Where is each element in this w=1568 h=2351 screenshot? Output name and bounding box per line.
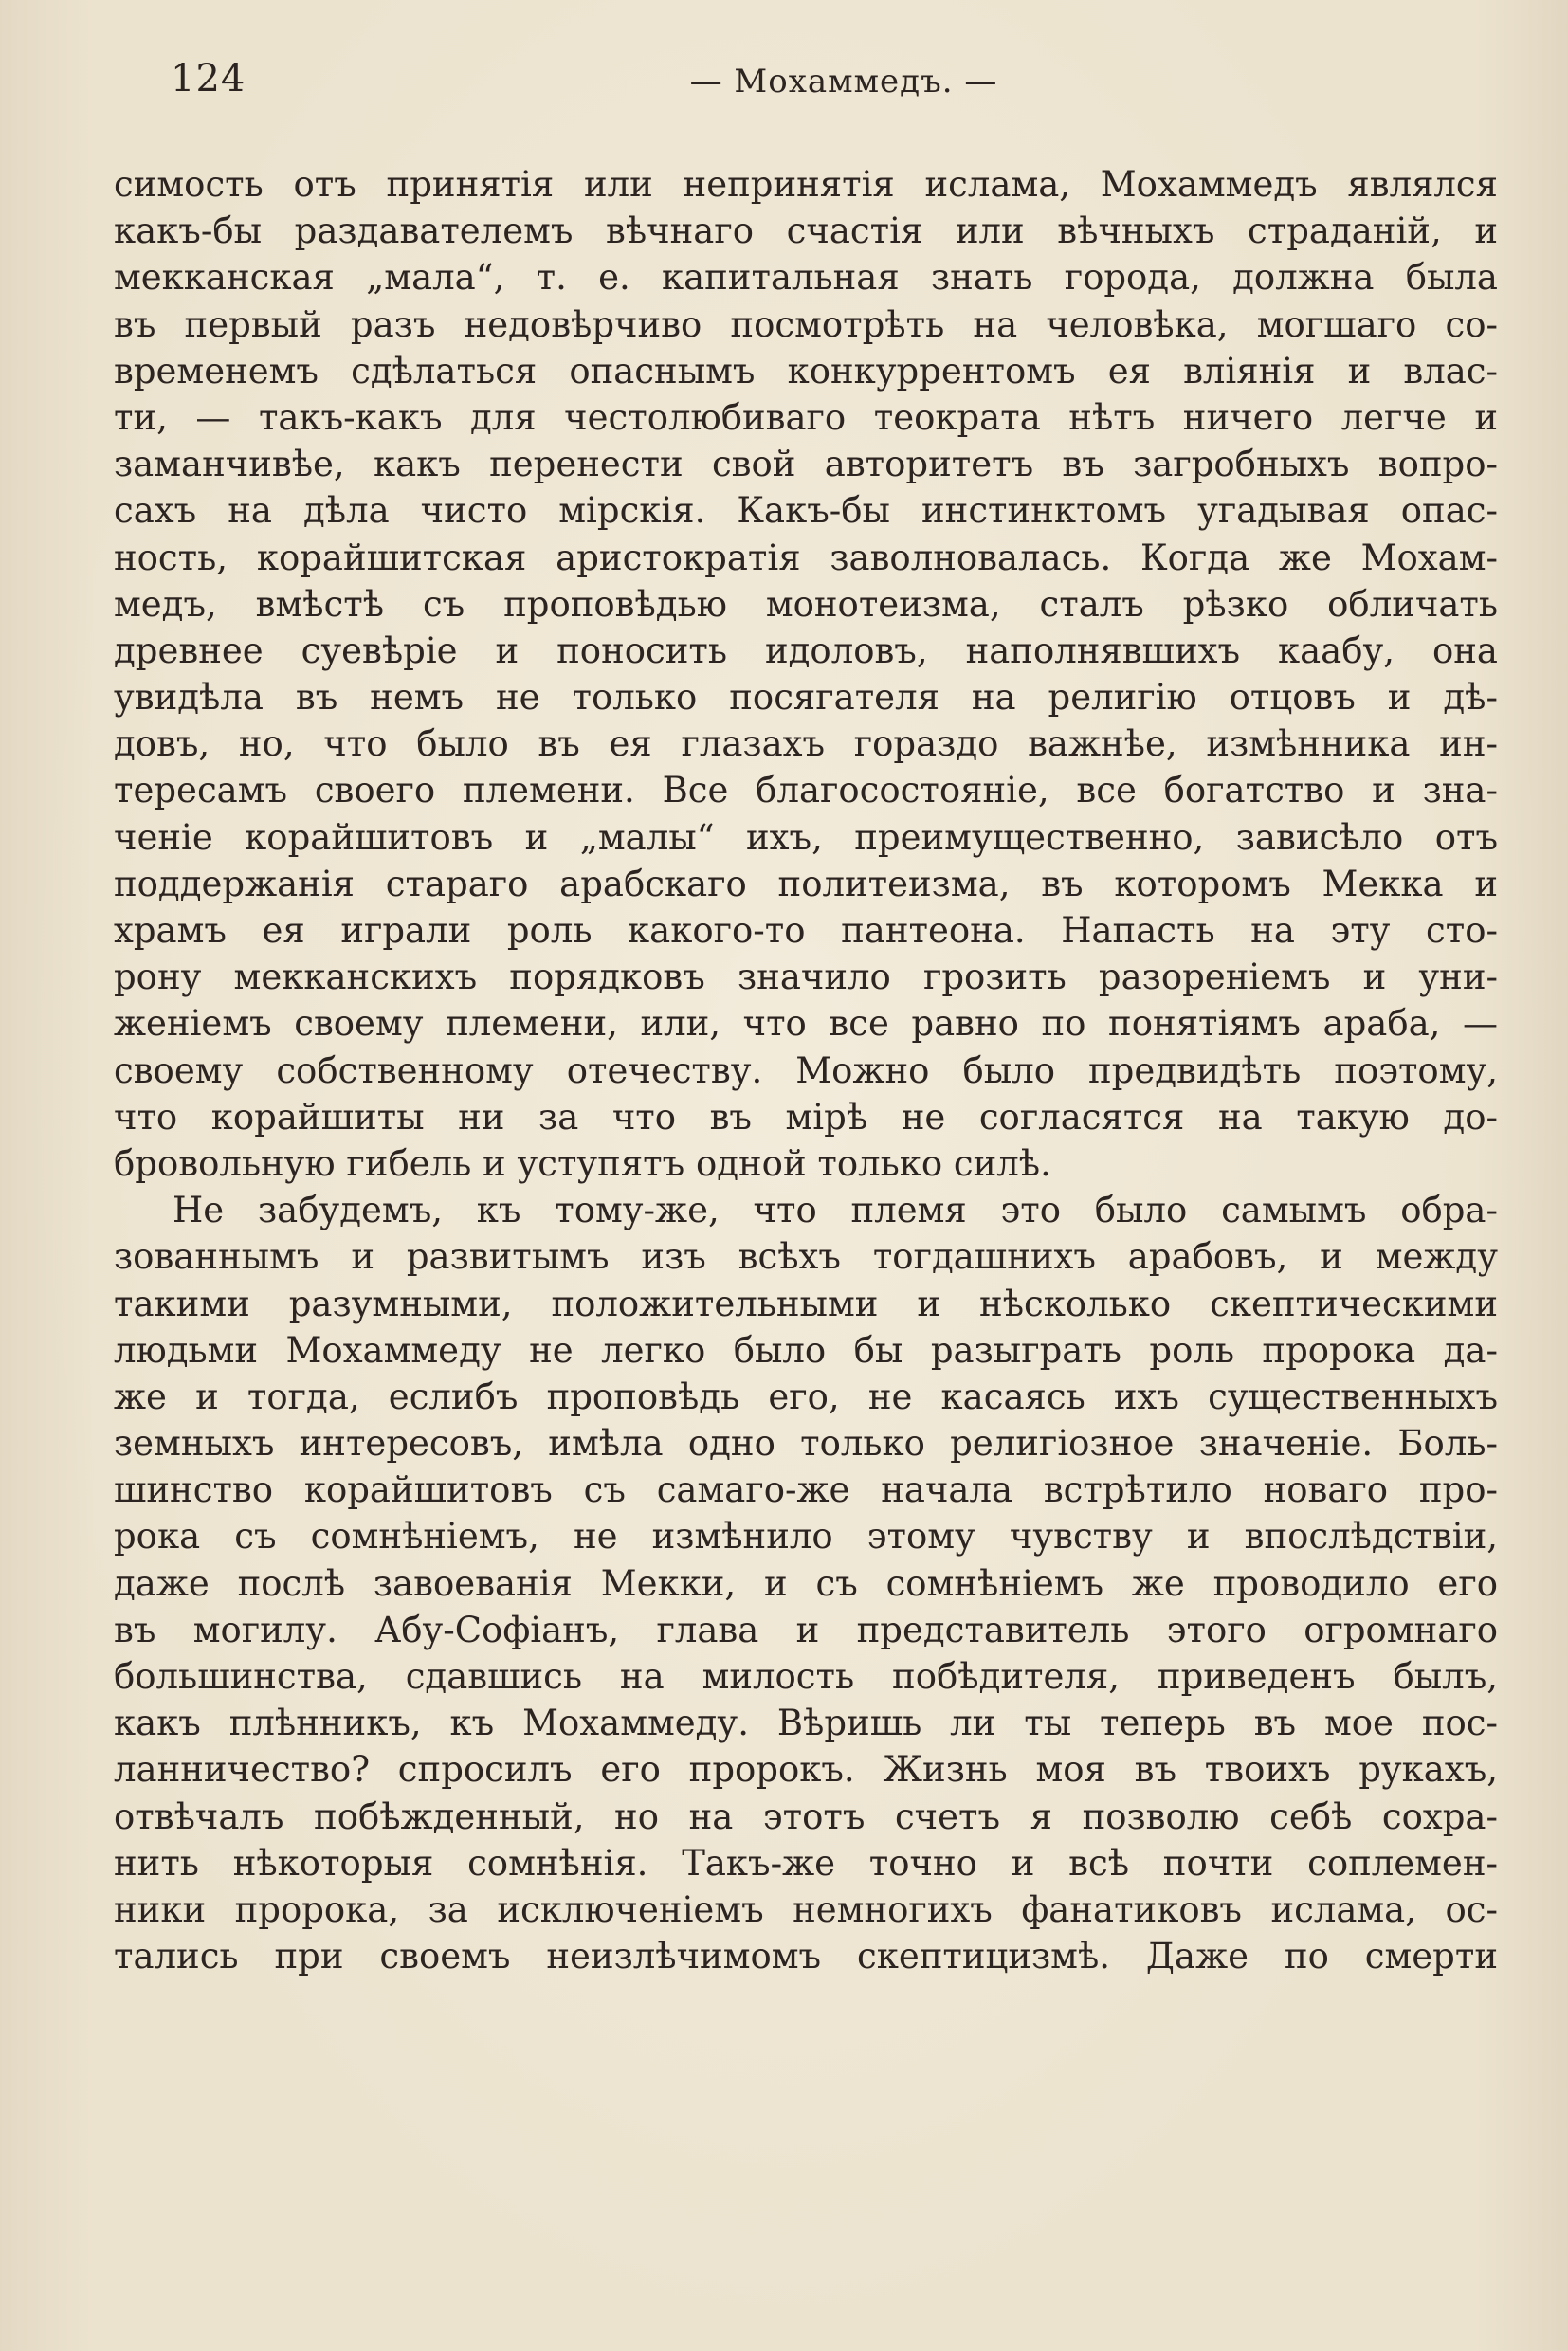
- text-line: въ первый разъ недовѣрчиво посмотрѣть на человѣка, могшаго со-: [114, 303, 1498, 345]
- text-line: ченіе корайшитовъ и „малы“ ихъ, преимущественно, зависѣло отъ: [114, 816, 1498, 858]
- text-line: нить нѣкоторыя сомнѣнія. Такъ-же точно и всѣ почти соплемен-: [114, 1842, 1498, 1884]
- text-line: сахъ на дѣла чисто мірскія. Какъ-бы инстинктомъ угадывая опас-: [114, 490, 1498, 532]
- paragraph-2: [114, 1187, 1498, 1979]
- text-line: въ могилу. Абу-Софіанъ, глава и представитель этого огромнаго: [114, 1609, 1498, 1650]
- text-line: древнее суевѣріе и поносить идоловъ, наполнявшихъ каабу, она: [114, 629, 1498, 671]
- text-line: ность, корайшитская аристократія заволновалась. Когда же Мохам-: [114, 537, 1498, 578]
- text-line: какъ-бы раздавателемъ вѣчнаго счастія или вѣчныхъ страданій, и: [114, 210, 1498, 252]
- page-number: 124: [171, 57, 246, 100]
- text-line: ти, — такъ-какъ для честолюбиваго теократа нѣтъ ничего легче и: [114, 396, 1498, 438]
- text-line: женіемъ своему племени, или, что все равно по понятіямъ араба, —: [114, 1003, 1498, 1045]
- page-header: [171, 57, 1479, 114]
- text-line: поддержанія стараго арабскаго политеизма, въ которомъ Мекка и: [114, 863, 1498, 904]
- text-line: людьми Мохаммеду не легко было бы разыграть роль пророка да-: [114, 1329, 1498, 1371]
- text-line: ники пророка, за исключеніемъ немногихъ фанатиковъ ислама, ос-: [114, 1888, 1498, 1930]
- text-line: заманчивѣе, какъ перенести свой авторитетъ въ загробныхъ вопро-: [114, 444, 1498, 485]
- text-line: какъ плѣнникъ, къ Мохаммеду. Вѣришь ли ты теперь въ мое пос-: [114, 1703, 1498, 1744]
- text-line: Не забудемъ, къ тому-же, что племя это было самымъ обра-: [173, 1190, 1498, 1231]
- text-line: временемъ сдѣлаться опаснымъ конкуррентомъ ея вліянія и влас-: [114, 350, 1498, 392]
- text-line: рока съ сомнѣніемъ, не измѣнило этому чувству и впослѣдствіи,: [114, 1516, 1498, 1558]
- text-line: такими разумными, положительными и нѣсколько скептическими: [114, 1283, 1498, 1324]
- text-line: даже послѣ завоеванія Мекки, и съ сомнѣніемъ же проводило его: [114, 1562, 1498, 1604]
- text-line: тались при своемъ неизлѣчимомъ скептицизмѣ. Даже по смерти: [114, 1936, 1498, 1977]
- text-line: мекканская „мала“, т. е. капитальная знать города, должна была: [114, 257, 1498, 299]
- text-line: бровольную гибель и уступятъ одной только силѣ.: [114, 1142, 1051, 1184]
- text-line: что корайшиты ни за что въ мірѣ не согласятся на такую до-: [114, 1096, 1498, 1138]
- paragraph-1: [114, 161, 1498, 1187]
- running-title: — Мохаммедъ. —: [689, 63, 998, 100]
- text-line: увидѣла въ немъ не только посягателя на религію отцовъ и дѣ-: [114, 677, 1498, 719]
- text-line: медъ, вмѣстѣ съ проповѣдью монотеизма, сталъ рѣзко обличать: [114, 583, 1498, 625]
- text-line: же и тогда, еслибъ проповѣдь его, не касаясь ихъ существенныхъ: [114, 1376, 1498, 1417]
- text-line: большинства, сдавшись на милость побѣдителя, приведенъ былъ,: [114, 1656, 1498, 1697]
- text-line: своему собственному отечеству. Можно было предвидѣть поэтому,: [114, 1049, 1498, 1091]
- text-line: шинство корайшитовъ съ самаго-же начала встрѣтило новаго про-: [114, 1469, 1498, 1511]
- text-line: симость отъ принятія или непринятія ислама, Мохаммедъ являлся: [114, 164, 1498, 205]
- text-line: ланничество? спросилъ его пророкъ. Жизнь моя въ твоихъ рукахъ,: [114, 1749, 1498, 1791]
- text-line: зованнымъ и развитымъ изъ всѣхъ тогдашнихъ арабовъ, и между: [114, 1236, 1498, 1278]
- body-text: [114, 161, 1498, 1979]
- text-line: земныхъ интересовъ, имѣла одно только религіозное значеніе. Боль-: [114, 1423, 1498, 1465]
- text-line: рону мекканскихъ порядковъ значило грозить разореніемъ и уни-: [114, 957, 1498, 998]
- text-line: отвѣчалъ побѣжденный, но на этотъ счетъ я позволю себѣ сохра-: [114, 1795, 1498, 1837]
- text-line: довъ, но, что было въ ея глазахъ гораздо важнѣе, измѣнника ин-: [114, 723, 1498, 765]
- text-line: тересамъ своего племени. Все благосостояніе, все богатство и зна-: [114, 770, 1498, 811]
- text-line: храмъ ея играли роль какого-то пантеона. Напасть на эту сто-: [114, 910, 1498, 951]
